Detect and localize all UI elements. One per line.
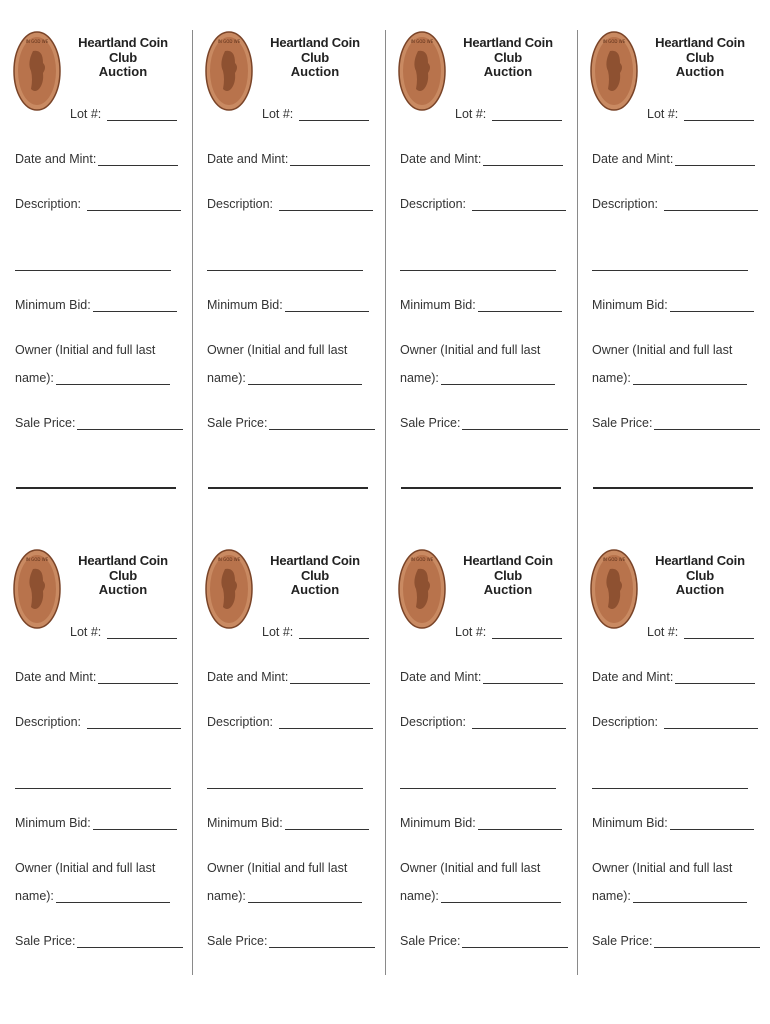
description-field[interactable] xyxy=(592,715,758,729)
lot-blank[interactable] xyxy=(492,627,562,639)
minimum-bid-label: Minimum Bid: xyxy=(207,816,283,830)
lot-blank[interactable] xyxy=(299,109,369,121)
club-name: Heartland Coin Club xyxy=(270,553,360,583)
minimum-bid-field[interactable] xyxy=(15,816,177,830)
lot-blank[interactable] xyxy=(107,109,177,121)
lot-field[interactable] xyxy=(647,625,754,639)
description-extra-line[interactable] xyxy=(207,270,363,271)
description-field[interactable] xyxy=(400,197,566,211)
sale-price-field[interactable] xyxy=(400,934,568,948)
description-extra-line[interactable] xyxy=(15,270,171,271)
description-field[interactable] xyxy=(207,715,373,729)
sale-price-label: Sale Price: xyxy=(207,934,268,948)
penny-coin-icon xyxy=(398,549,446,629)
minimum-bid-field[interactable] xyxy=(207,816,369,830)
lot-label: Lot #: xyxy=(455,625,487,639)
penny-coin-icon xyxy=(398,31,446,111)
description-extra-line[interactable] xyxy=(592,788,748,789)
minimum-bid-blank[interactable] xyxy=(670,300,754,312)
date-mint-label: Date and Mint: xyxy=(15,670,97,684)
lot-blank[interactable] xyxy=(299,627,369,639)
minimum-bid-field[interactable] xyxy=(400,816,562,830)
date-mint-label: Date and Mint: xyxy=(592,670,674,684)
sale-price-blank[interactable] xyxy=(462,936,568,948)
date-mint-label: Date and Mint: xyxy=(207,152,289,166)
owner-label-cont: name): xyxy=(15,371,54,385)
club-name: Heartland Coin Club xyxy=(78,35,168,65)
auction-card xyxy=(398,31,558,491)
date-mint-field[interactable] xyxy=(15,152,178,166)
description-blank[interactable] xyxy=(472,199,566,211)
auction-card xyxy=(205,549,365,1009)
minimum-bid-field[interactable] xyxy=(592,298,754,312)
owner-label: Owner (Initial and full last xyxy=(15,343,156,357)
sale-price-label: Sale Price: xyxy=(400,416,461,430)
club-name: Heartland Coin Club xyxy=(463,35,553,65)
column-divider xyxy=(385,30,386,975)
club-name: Heartland Coin Club xyxy=(463,553,553,583)
date-mint-field[interactable] xyxy=(592,152,755,166)
lot-field[interactable] xyxy=(455,625,562,639)
date-mint-blank[interactable] xyxy=(675,672,755,684)
date-mint-label: Date and Mint: xyxy=(400,152,482,166)
owner-label-line xyxy=(207,343,347,357)
svg-text:IN GOD WE: IN GOD WE xyxy=(25,39,49,44)
owner-label-cont: name): xyxy=(592,371,631,385)
description-field[interactable] xyxy=(400,715,566,729)
owner-field[interactable] xyxy=(592,889,747,903)
lot-label: Lot #: xyxy=(647,107,679,121)
date-mint-field[interactable] xyxy=(592,670,755,684)
owner-field[interactable] xyxy=(592,371,747,385)
sale-price-field[interactable] xyxy=(207,416,375,430)
owner-label-cont: name): xyxy=(400,889,439,903)
owner-label-line xyxy=(207,861,347,875)
column-divider xyxy=(192,30,193,975)
description-extra-line[interactable] xyxy=(592,270,748,271)
sale-price-blank[interactable] xyxy=(462,418,568,430)
lot-label: Lot #: xyxy=(455,107,487,121)
owner-label-line xyxy=(592,861,732,875)
lot-field[interactable] xyxy=(70,107,177,121)
description-field[interactable] xyxy=(15,715,181,729)
sale-price-blank[interactable] xyxy=(77,418,183,430)
sale-price-label: Sale Price: xyxy=(15,416,76,430)
sale-price-field[interactable] xyxy=(15,934,183,948)
minimum-bid-field[interactable] xyxy=(592,816,754,830)
owner-blank[interactable] xyxy=(56,373,170,385)
svg-text:IN GOD WE: IN GOD WE xyxy=(602,557,626,562)
owner-blank[interactable] xyxy=(248,373,362,385)
description-label: Description: xyxy=(400,197,466,211)
minimum-bid-label: Minimum Bid: xyxy=(592,816,668,830)
lot-blank[interactable] xyxy=(684,627,754,639)
date-mint-blank[interactable] xyxy=(98,672,178,684)
sale-price-field[interactable] xyxy=(592,934,760,948)
owner-label-cont: name): xyxy=(207,889,246,903)
description-label: Description: xyxy=(400,715,466,729)
svg-text:IN GOD WE: IN GOD WE xyxy=(217,557,241,562)
sale-price-field[interactable] xyxy=(592,416,760,430)
owner-blank[interactable] xyxy=(633,373,747,385)
description-blank[interactable] xyxy=(279,199,373,211)
svg-text:IN GOD WE: IN GOD WE xyxy=(217,39,241,44)
minimum-bid-label: Minimum Bid: xyxy=(15,298,91,312)
auction-card xyxy=(13,549,173,1009)
minimum-bid-blank[interactable] xyxy=(285,818,369,830)
minimum-bid-label: Minimum Bid: xyxy=(592,298,668,312)
minimum-bid-label: Minimum Bid: xyxy=(400,298,476,312)
club-name: Heartland Coin Club xyxy=(655,553,745,583)
lot-field[interactable] xyxy=(262,107,369,121)
auction-heading: Auction xyxy=(483,582,533,597)
penny-coin-icon xyxy=(205,549,253,629)
minimum-bid-blank[interactable] xyxy=(285,300,369,312)
sale-price-label: Sale Price: xyxy=(592,934,653,948)
owner-label-cont: name): xyxy=(15,889,54,903)
penny-coin-icon xyxy=(590,31,638,111)
owner-label-cont: name): xyxy=(207,371,246,385)
lot-field[interactable] xyxy=(647,107,754,121)
description-blank[interactable] xyxy=(87,199,181,211)
svg-text:IN GOD WE: IN GOD WE xyxy=(602,39,626,44)
date-mint-blank[interactable] xyxy=(483,672,563,684)
svg-text:IN GOD WE: IN GOD WE xyxy=(25,557,49,562)
date-mint-field[interactable] xyxy=(15,670,178,684)
description-label: Description: xyxy=(592,197,658,211)
date-mint-blank[interactable] xyxy=(290,154,370,166)
lot-blank[interactable] xyxy=(492,109,562,121)
date-mint-label: Date and Mint: xyxy=(207,670,289,684)
description-label: Description: xyxy=(592,715,658,729)
description-field[interactable] xyxy=(15,197,181,211)
minimum-bid-field[interactable] xyxy=(207,298,369,312)
date-mint-blank[interactable] xyxy=(675,154,755,166)
date-mint-field[interactable] xyxy=(207,152,370,166)
owner-label: Owner (Initial and full last xyxy=(592,343,733,357)
owner-field[interactable] xyxy=(400,889,561,903)
owner-label-cont: name): xyxy=(400,371,439,385)
sale-price-label: Sale Price: xyxy=(207,416,268,430)
date-mint-label: Date and Mint: xyxy=(592,152,674,166)
minimum-bid-blank[interactable] xyxy=(93,300,177,312)
description-blank[interactable] xyxy=(279,717,373,729)
svg-text:IN GOD WE: IN GOD WE xyxy=(410,39,434,44)
svg-text:IN GOD WE: IN GOD WE xyxy=(410,557,434,562)
sale-price-label: Sale Price: xyxy=(400,934,461,948)
owner-blank[interactable] xyxy=(441,891,561,903)
description-blank[interactable] xyxy=(664,717,758,729)
description-extra-line[interactable] xyxy=(207,788,363,789)
sale-price-field[interactable] xyxy=(15,416,183,430)
lot-label: Lot #: xyxy=(262,107,294,121)
description-extra-line[interactable] xyxy=(400,270,556,271)
owner-field[interactable] xyxy=(207,371,362,385)
lot-field[interactable] xyxy=(70,625,177,639)
sale-price-blank[interactable] xyxy=(654,418,760,430)
date-mint-field[interactable] xyxy=(400,670,563,684)
date-mint-field[interactable] xyxy=(207,670,370,684)
owner-field[interactable] xyxy=(207,889,362,903)
owner-label: Owner (Initial and full last xyxy=(400,861,541,875)
owner-label: Owner (Initial and full last xyxy=(15,861,156,875)
auction-heading: Auction xyxy=(675,64,725,79)
penny-coin-icon xyxy=(205,31,253,111)
minimum-bid-blank[interactable] xyxy=(478,818,562,830)
auction-heading: Auction xyxy=(98,64,148,79)
description-label: Description: xyxy=(15,197,81,211)
owner-label-line xyxy=(400,861,540,875)
description-blank[interactable] xyxy=(87,717,181,729)
penny-coin-icon xyxy=(590,549,638,629)
owner-field[interactable] xyxy=(400,371,555,385)
sale-price-field[interactable] xyxy=(207,934,375,948)
penny-coin-icon xyxy=(13,549,61,629)
description-label: Description: xyxy=(15,715,81,729)
auction-card xyxy=(590,549,750,1009)
auction-heading: Auction xyxy=(483,64,533,79)
column-divider xyxy=(577,30,578,975)
minimum-bid-blank[interactable] xyxy=(670,818,754,830)
club-name: Heartland Coin Club xyxy=(270,35,360,65)
sale-price-blank[interactable] xyxy=(269,936,375,948)
lot-label: Lot #: xyxy=(262,625,294,639)
penny-coin-icon xyxy=(13,31,61,111)
lot-label: Lot #: xyxy=(70,107,102,121)
auction-heading: Auction xyxy=(675,582,725,597)
lot-blank[interactable] xyxy=(107,627,177,639)
minimum-bid-label: Minimum Bid: xyxy=(400,816,476,830)
lot-label: Lot #: xyxy=(70,625,102,639)
owner-field[interactable] xyxy=(15,889,170,903)
minimum-bid-label: Minimum Bid: xyxy=(207,298,283,312)
owner-label: Owner (Initial and full last xyxy=(592,861,733,875)
owner-label: Owner (Initial and full last xyxy=(207,861,348,875)
minimum-bid-field[interactable] xyxy=(15,298,177,312)
auction-card xyxy=(205,31,365,491)
owner-blank[interactable] xyxy=(248,891,362,903)
description-extra-line[interactable] xyxy=(400,788,556,789)
owner-blank[interactable] xyxy=(633,891,747,903)
lot-field[interactable] xyxy=(262,625,369,639)
description-label: Description: xyxy=(207,197,273,211)
date-mint-field[interactable] xyxy=(400,152,563,166)
date-mint-label: Date and Mint: xyxy=(400,670,482,684)
lot-field[interactable] xyxy=(455,107,562,121)
description-extra-line[interactable] xyxy=(15,788,171,789)
sale-price-label: Sale Price: xyxy=(15,934,76,948)
description-blank[interactable] xyxy=(664,199,758,211)
minimum-bid-label: Minimum Bid: xyxy=(15,816,91,830)
date-mint-blank[interactable] xyxy=(98,154,178,166)
minimum-bid-field[interactable] xyxy=(400,298,562,312)
minimum-bid-blank[interactable] xyxy=(478,300,562,312)
club-name: Heartland Coin Club xyxy=(78,553,168,583)
auction-heading: Auction xyxy=(290,582,340,597)
owner-label-line xyxy=(15,343,155,357)
auction-card xyxy=(590,31,750,491)
date-mint-label: Date and Mint: xyxy=(15,152,97,166)
date-mint-blank[interactable] xyxy=(290,672,370,684)
owner-blank[interactable] xyxy=(441,373,555,385)
lot-label: Lot #: xyxy=(647,625,679,639)
sale-price-label: Sale Price: xyxy=(592,416,653,430)
description-field[interactable] xyxy=(592,197,758,211)
lot-blank[interactable] xyxy=(684,109,754,121)
owner-field[interactable] xyxy=(15,371,170,385)
description-field[interactable] xyxy=(207,197,373,211)
auction-card xyxy=(13,31,173,491)
minimum-bid-blank[interactable] xyxy=(93,818,177,830)
description-label: Description: xyxy=(207,715,273,729)
sale-price-blank[interactable] xyxy=(77,936,183,948)
sale-price-blank[interactable] xyxy=(269,418,375,430)
owner-label-cont: name): xyxy=(592,889,631,903)
auction-card xyxy=(398,549,558,1009)
sale-price-field[interactable] xyxy=(400,416,568,430)
club-name: Heartland Coin Club xyxy=(655,35,745,65)
sale-price-blank[interactable] xyxy=(654,936,760,948)
auction-heading: Auction xyxy=(290,64,340,79)
owner-label-line xyxy=(15,861,155,875)
description-blank[interactable] xyxy=(472,717,566,729)
date-mint-blank[interactable] xyxy=(483,154,563,166)
owner-label-line xyxy=(592,343,732,357)
auction-heading: Auction xyxy=(98,582,148,597)
owner-label: Owner (Initial and full last xyxy=(400,343,541,357)
owner-label: Owner (Initial and full last xyxy=(207,343,348,357)
owner-blank[interactable] xyxy=(56,891,170,903)
owner-label-line xyxy=(400,343,540,357)
